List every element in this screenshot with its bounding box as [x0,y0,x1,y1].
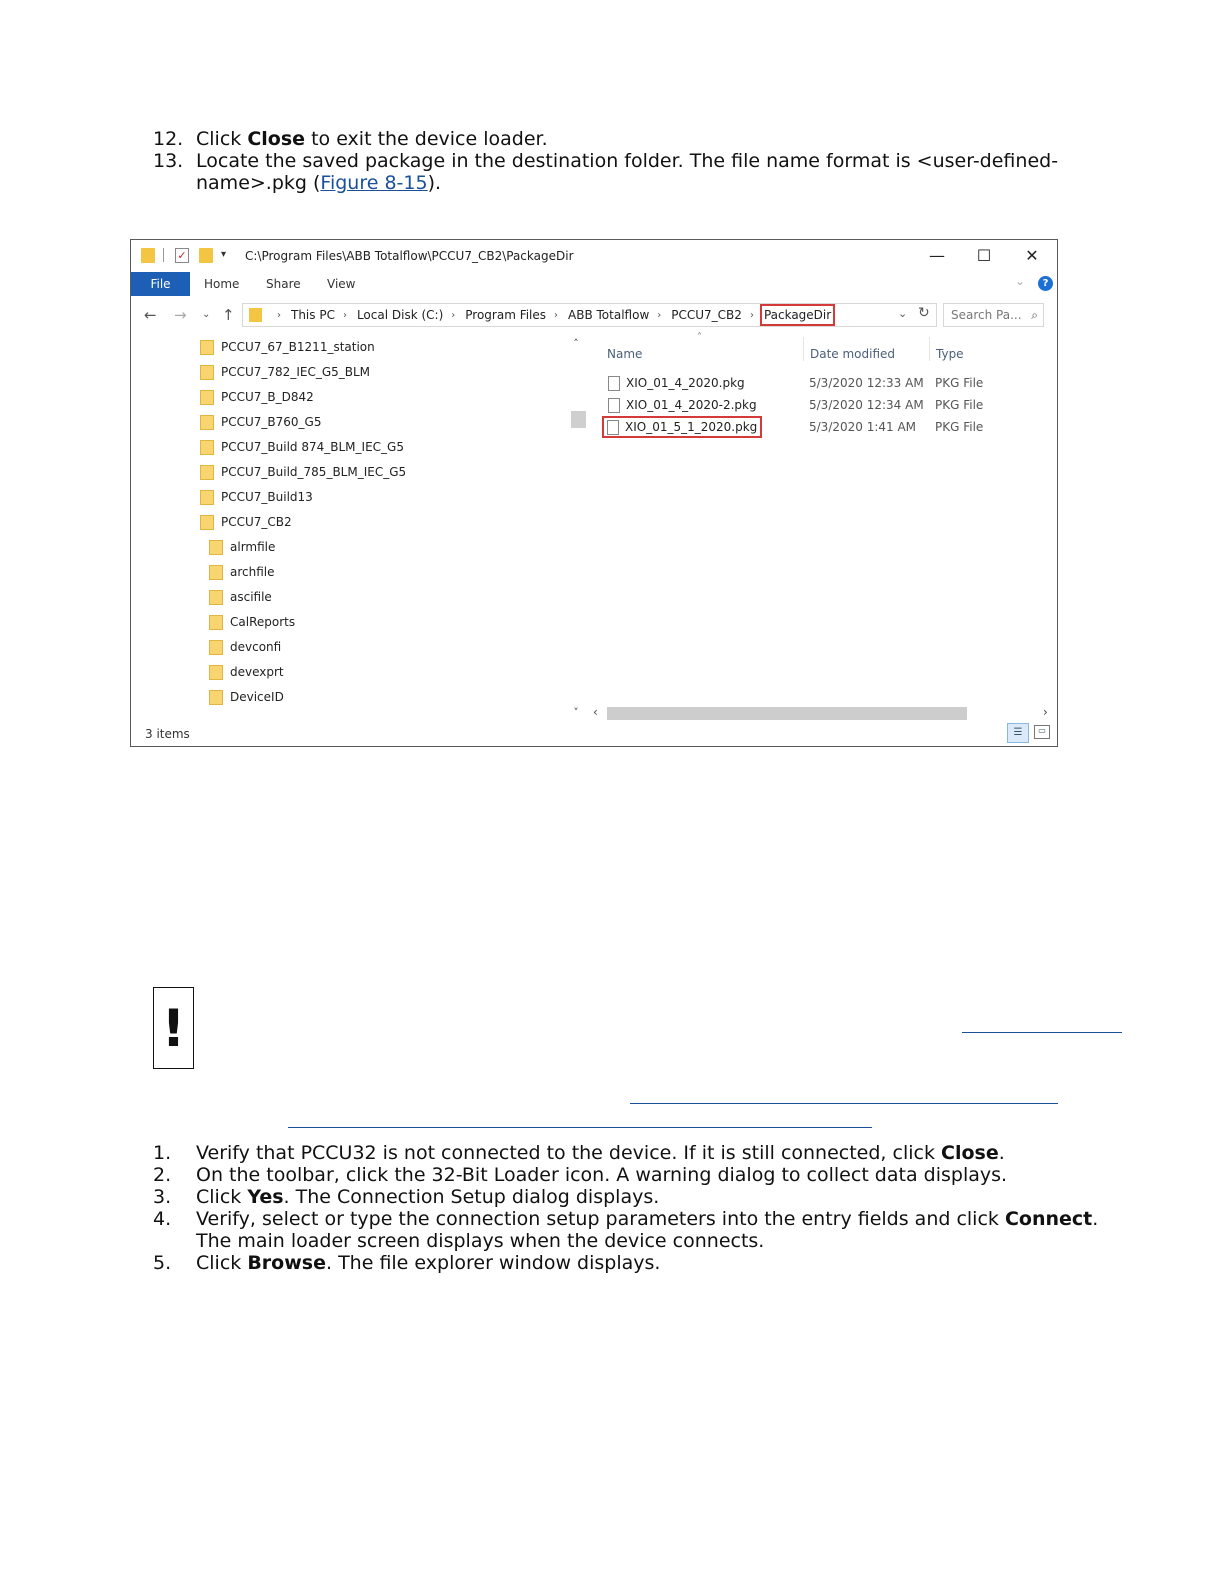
folder-icon [200,515,214,530]
tree-item-label: archfile [230,565,275,579]
tab-share[interactable]: Share [266,277,301,291]
recent-locations-icon[interactable]: ⌄ [202,309,211,320]
navigation-bar [131,300,1057,330]
window-title: C:\Program Files\ABB Totalflow\PCCU7_CB2\PackageDir [245,249,574,263]
file-row-highlighted[interactable] [605,416,1045,438]
file-type: PKG File [935,376,984,390]
tab-home[interactable]: Home [204,277,240,291]
up-icon[interactable]: ↑ [222,306,235,324]
intro-steps [153,128,1103,194]
step-3 [153,1186,1103,1208]
folder-icon [200,440,214,455]
tree-item[interactable] [200,437,404,457]
tree-item-label: PCCU7_Build 874_BLM_IEC_G5 [221,440,404,454]
divider [163,248,164,262]
tree-item[interactable] [209,537,275,557]
search-icon: ⌕ [1031,308,1038,322]
step-text: Verify, select or type the connection setup parameters into the entry fields and click Connect. The main loader screen displays when the device connects. [196,1208,1099,1252]
step-1 [153,1142,1103,1164]
folder-icon [209,615,223,630]
close-button[interactable]: ✕ [1025,246,1039,265]
file-date: 5/3/2020 12:33 AM [809,376,924,390]
tree-item[interactable] [209,562,275,582]
step-12 [153,128,1103,150]
breadcrumb-program-files[interactable]: Program Files [465,308,547,322]
chevron-right-icon: › [342,309,347,321]
scroll-thumb[interactable] [571,411,586,428]
folder-icon [209,665,223,680]
column-divider [803,337,804,361]
scroll-left-icon[interactable]: ‹ [593,705,598,719]
tree-item-label: DeviceID [230,690,284,704]
folder-icon [200,365,214,380]
tab-file[interactable]: File [131,272,190,296]
step-number: 13. [153,150,184,172]
file-row[interactable] [605,394,1045,416]
column-divider [929,337,930,361]
scroll-down-icon[interactable]: ˅ [573,706,579,719]
folder-icon [200,390,214,405]
tree-item-label: PCCU7_CB2 [221,515,292,529]
scroll-thumb[interactable] [607,707,967,720]
tree-item[interactable] [209,662,284,682]
step-text: Verify that PCCU32 is not connected to the device. If it is still connected, click Close. [196,1142,1005,1164]
column-name[interactable]: Name [607,347,643,361]
help-icon[interactable]: ? [1038,276,1053,291]
procedure-steps [153,1142,1103,1274]
sort-ascending-icon: ˄ [697,332,702,343]
folder-icon [209,540,223,555]
tree-item[interactable] [209,612,295,632]
tree-item-label: PCCU7_Build_785_BLM_IEC_G5 [221,465,407,479]
ribbon [131,272,1057,296]
properties-icon[interactable]: ✓ [175,248,189,263]
folder-icon [249,308,262,322]
tree-item[interactable] [200,387,314,407]
forward-icon[interactable]: → [174,306,187,324]
horizontal-scrollbar[interactable] [591,704,1057,722]
tree-item-label: alrmfile [230,540,276,554]
figure-link[interactable]: Figure 8-15 [320,172,428,194]
tab-view[interactable]: View [327,277,356,291]
step-text: On the toolbar, click the 32-Bit Loader icon. A warning dialog to collect data displays. [196,1164,1008,1186]
status-item-count: 3 items [145,727,190,741]
tree-item[interactable] [200,462,406,482]
file-row[interactable] [605,372,1045,394]
chevron-right-icon: › [451,309,456,321]
tree-item-label: devexprt [230,665,284,679]
tree-item[interactable] [200,362,370,382]
step-5 [153,1252,1103,1274]
step-text: Click Yes. The Connection Setup dialog displays. [196,1186,660,1208]
tree-item-label: ascifile [230,590,272,604]
file-name[interactable]: XIO_01_4_2020-2.pkg [605,394,760,416]
column-date-modified[interactable]: Date modified [810,347,896,361]
details-view-icon[interactable]: ☰ [1007,723,1029,743]
step-2 [153,1164,1103,1186]
customize-toolbar-icon[interactable]: ▾ [221,249,227,260]
link-underline [962,1032,1122,1033]
scroll-up-icon[interactable]: ˄ [573,337,579,350]
chevron-right-icon: › [657,309,662,321]
tree-item[interactable] [200,337,375,357]
tree-item-label: devconfi [230,640,282,654]
column-type[interactable]: Type [936,347,964,361]
tree-item-label: PCCU7_B760_G5 [221,415,322,429]
file-explorer-window [130,239,1058,747]
link-underline [288,1127,872,1128]
file-date: 5/3/2020 12:34 AM [809,398,924,412]
search-placeholder: Search Pa... [951,308,1022,322]
folder-icon [200,465,214,480]
step-text: Click Browse. The file explorer window displays. [196,1252,661,1274]
folder-icon [209,590,223,605]
tree-item[interactable] [209,587,272,607]
step-number: 1. [153,1142,172,1164]
file-name[interactable]: XIO_01_5_1_2020.pkg [602,416,762,438]
tree-item[interactable] [209,637,281,657]
file-icon [608,376,620,391]
new-folder-icon[interactable] [199,248,213,263]
chevron-down-icon[interactable]: ⌄ [898,307,908,320]
folder-icon [141,248,155,263]
caution-icon: ! [153,987,194,1069]
folder-icon [209,640,223,655]
tree-item[interactable] [209,687,284,707]
folder-icon [200,415,214,430]
navigation-scrollbar[interactable] [568,335,584,722]
tree-item-label: CalReports [230,615,296,629]
expand-ribbon-icon[interactable]: ⌄ [1015,274,1026,288]
file-icon [607,420,619,435]
file-type: PKG File [935,398,984,412]
tree-item-label: PCCU7_782_IEC_G5_BLM [221,365,371,379]
file-date: 5/3/2020 1:41 AM [809,420,917,434]
folder-icon [200,490,214,505]
breadcrumb-pccu7-cb2[interactable]: PCCU7_CB2 [671,308,742,322]
chevron-right-icon: › [277,309,281,321]
tree-item-label: PCCU7_67_B1211_station [221,340,375,354]
tree-item-label: PCCU7_Build13 [221,490,313,504]
breadcrumb-this-pc[interactable]: This PC [291,308,335,322]
breadcrumb-packagedir[interactable]: PackageDir [760,304,835,326]
file-type: PKG File [935,420,984,434]
back-icon[interactable]: ← [144,306,157,324]
title-bar [131,240,1057,271]
step-4 [153,1208,1103,1252]
file-name[interactable]: XIO_01_4_2020.pkg [605,372,748,394]
tree-item[interactable] [200,512,292,532]
folder-icon [209,690,223,705]
tree-item[interactable] [200,412,321,432]
chevron-right-icon: › [554,309,559,321]
navigation-pane [131,335,567,722]
step-number: 12. [153,128,184,150]
step-text: Click Close to exit the device loader. [196,128,548,150]
step-text: Locate the saved package in the destination folder. The file name format is <user-defined-name>.pkg (Figure 8-15). [196,150,1059,194]
refresh-icon[interactable]: ↻ [918,305,930,321]
scroll-right-icon[interactable]: › [1043,705,1048,719]
step-13 [153,150,1103,194]
tree-item-label: PCCU7_B_D842 [221,390,314,404]
search-input[interactable] [943,303,1044,327]
breadcrumb [269,304,835,326]
tree-item[interactable] [200,487,313,507]
step-number: 5. [153,1252,172,1274]
folder-icon [209,565,223,580]
maximize-button[interactable]: ☐ [976,246,992,265]
minimize-button[interactable]: — [929,246,945,265]
large-icons-view-icon[interactable]: ▭ [1034,725,1050,739]
step-number: 2. [153,1164,172,1186]
step-number: 4. [153,1208,172,1230]
breadcrumb-abb-totalflow[interactable]: ABB Totalflow [568,308,650,322]
chevron-right-icon: › [749,309,754,321]
file-list [593,332,1057,710]
link-underline [630,1103,1058,1104]
address-bar[interactable] [242,303,937,327]
breadcrumb-local-disk[interactable]: Local Disk (C:) [356,308,444,322]
folder-icon [200,340,214,355]
step-number: 3. [153,1186,172,1208]
file-icon [608,398,620,413]
